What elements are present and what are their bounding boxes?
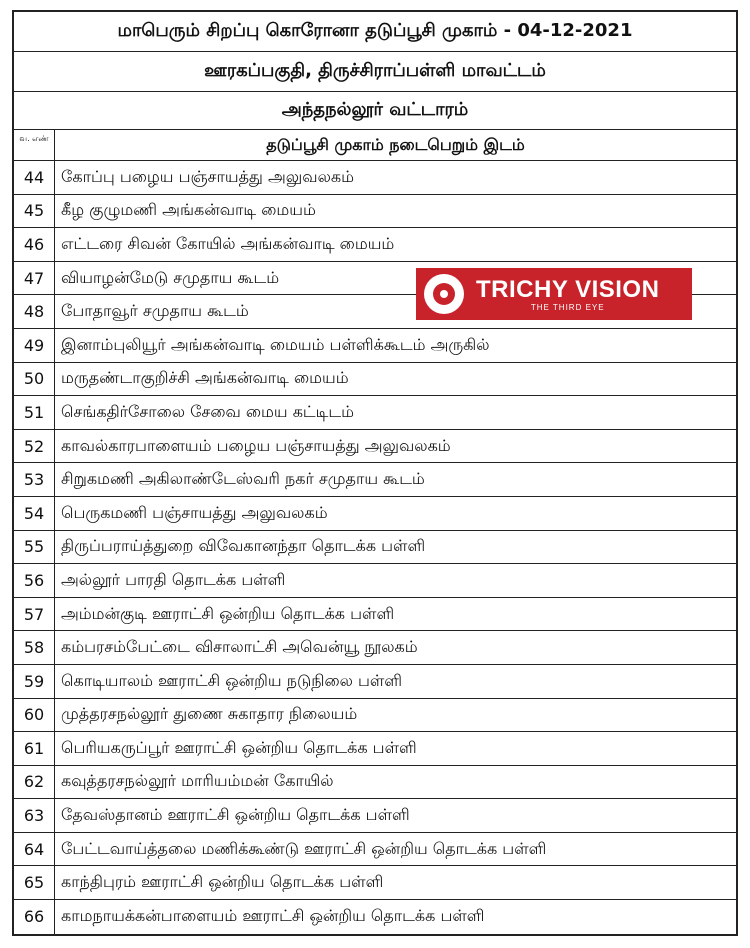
table-row [14,866,736,900]
vaccination-camp-table [12,10,738,936]
place-cell: முத்தரசநல்லூர் துணை சுகாதார நிலையம் [61,704,358,724]
place-cell: அல்லூர் பாரதி தொடக்க பள்ளி [61,569,286,589]
place-cell: வியாழன்மேடு சமுதாய கூடம் [61,267,280,287]
serial-number-cell: 54 [14,497,55,530]
serial-number-cell: 64 [14,833,55,866]
place-cell: மருதண்டாகுறிச்சி அங்கன்வாடி மையம் [61,368,349,388]
table-row [14,665,736,699]
region-heading: ஊரகப்பகுதி, திருச்சிராப்பள்ளி மாவட்டம் [14,52,736,92]
table-row [14,732,736,766]
watermark-tagline: THE THIRD EYE [530,302,605,312]
table-row [14,396,736,430]
table-row [14,699,736,733]
table-row [14,228,736,262]
serial-number-cell: 45 [14,195,55,228]
place-cell: காமநாயக்கன்பாளையம் ஊராட்சி ஒன்றிய தொடக்க பள்ளி [61,906,485,926]
place-cell: எட்டரை சிவன் கோயில் அங்கன்வாடி மையம் [61,233,395,253]
table-row [14,329,736,363]
serial-number-cell: 63 [14,799,55,832]
serial-number-cell: 49 [14,329,55,362]
place-cell: காந்திபுரம் ஊராட்சி ஒன்றிய தொடக்க பள்ளி [61,872,384,892]
serial-number-cell: 60 [14,699,55,732]
trichy-vision-watermark [416,268,692,320]
serial-number-cell: 61 [14,732,55,765]
serial-number-cell: 53 [14,463,55,496]
table-row [14,161,736,195]
table-row [14,833,736,867]
serial-column-header: வ. எண் [14,130,55,160]
serial-number-cell: 62 [14,766,55,799]
place-cell: கீழ குழுமணி அங்கன்வாடி மையம் [61,200,316,220]
place-cell: திருப்பராய்த்துறை விவேகானந்தா தொடக்க பள்ளி [61,536,426,556]
serial-number-cell: 52 [14,430,55,463]
place-cell: கோப்பு பழைய பஞ்சாயத்து அலுவலகம் [61,166,354,186]
table-row [14,900,736,934]
column-header-row [14,130,736,161]
place-cell: காவல்காரபாளையம் பழைய பஞ்சாயத்து அலுவலகம் [61,435,451,455]
serial-number-cell: 59 [14,665,55,698]
serial-number-cell: 50 [14,363,55,396]
place-cell: கொடியாலம் ஊராட்சி ஒன்றிய நடுநிலை பள்ளி [61,670,403,690]
serial-number-cell: 56 [14,564,55,597]
table-row [14,430,736,464]
serial-number-cell: 66 [14,900,55,934]
serial-number-cell: 47 [14,262,55,295]
place-cell: இனாம்புலியூர் அங்கன்வாடி மையம் பள்ளிக்கூடம் அருகில் [61,334,490,354]
place-cell: பெரியகருப்பூர் ஊராட்சி ஒன்றிய தொடக்க பள்ளி [61,737,417,757]
place-cell: கம்பரசம்பேட்டை விசாலாட்சி அவென்யூ நூலகம் [61,637,418,657]
place-cell: கவுத்தரசநல்லூர் மாரியம்மன் கோயில் [61,771,334,791]
table-row [14,564,736,598]
place-cell: பேட்டவாய்த்தலை மணிக்கூண்டு ஊராட்சி ஒன்றிய தொடக்க பள்ளி [61,838,547,858]
place-column-header: தடுப்பூசி முகாம் நடைபெறும் இடம் [266,135,525,154]
place-cell: போதாவூர் சமுதாய கூடம் [61,301,249,321]
block-heading: அந்தநல்லூர் வட்டாரம் [14,92,736,130]
table-row [14,363,736,397]
table-row [14,766,736,800]
table-row [14,497,736,531]
serial-number-cell: 44 [14,161,55,194]
document-title: மாபெரும் சிறப்பு கொரோனா தடுப்பூசி முகாம் - 04-12-2021 [14,12,736,52]
serial-number-cell: 57 [14,598,55,631]
place-cell: செங்கதிர்சோலை சேவை மைய கட்டிடம் [61,401,355,421]
table-row [14,531,736,565]
table-row [14,463,736,497]
serial-number-cell: 48 [14,295,55,328]
place-cell: பெருகமணி பஞ்சாயத்து அலுவலகம் [61,502,328,522]
table-row [14,631,736,665]
serial-number-cell: 58 [14,631,55,664]
place-cell: அம்மன்குடி ஊராட்சி ஒன்றிய தொடக்க பள்ளி [61,603,395,623]
watermark-brand: TRICHY VISION [476,275,660,303]
table-row [14,799,736,833]
table-row [14,195,736,229]
place-cell: சிறுகமணி அகிலாண்டேஸ்வரி நகர் சமுதாய கூடம் [61,469,425,489]
serial-number-cell: 51 [14,396,55,429]
serial-number-cell: 65 [14,866,55,899]
serial-number-cell: 46 [14,228,55,261]
eye-logo-icon [424,274,464,314]
table-row [14,598,736,632]
serial-number-cell: 55 [14,531,55,564]
place-cell: தேவஸ்தானம் ஊராட்சி ஒன்றிய தொடக்க பள்ளி [61,805,410,825]
